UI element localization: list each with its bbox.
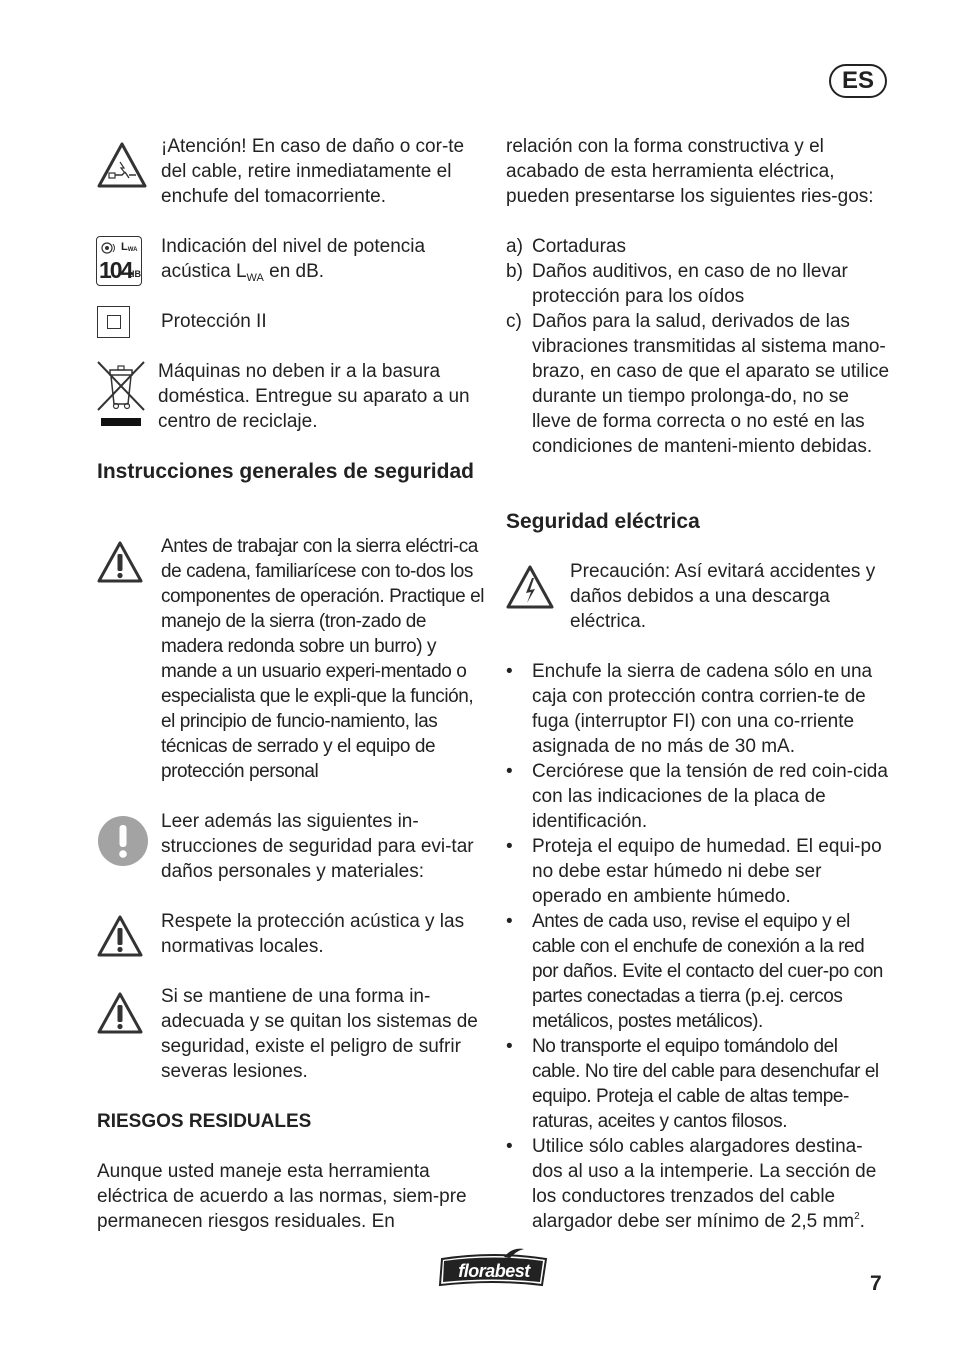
- electric-hazard-icon: [505, 564, 555, 610]
- crossed-bin-icon: [96, 360, 146, 428]
- logo-text: florabest: [458, 1261, 530, 1281]
- warning-triangle-icon: [96, 540, 144, 584]
- list-item: b) Daños auditivos, en caso de no llevar protección para los oídos: [506, 261, 848, 307]
- list-item: • Enchufe la sierra de cadena sólo en una caja con protección contra corrien-te de fuga (interruptor FI) con una co-rriente asignada de no más de 30 mA.: [506, 661, 873, 757]
- speaker-icon: [101, 241, 117, 255]
- page-number: 7: [870, 1272, 882, 1295]
- warning-triangle-icon: [96, 914, 144, 958]
- noise-warning-text: Respete la protección acústica y las normativas locales.: [161, 911, 465, 957]
- protection-text: Protección II: [161, 311, 267, 332]
- note-exclamation-icon: [98, 816, 148, 866]
- language-badge: ES: [829, 64, 887, 98]
- sound-power-level-icon: [96, 236, 142, 286]
- warning-triangle-icon: [96, 991, 144, 1035]
- list-item: a) Cortaduras: [506, 236, 626, 257]
- electrical-safety-heading: Seguridad eléctrica: [506, 510, 700, 533]
- list-item: • Utilice sólo cables alargadores destina-dos al uso a la intemperie. La sección de los conductores trenzados del cable alargador debe ser mínimo de 2,5 $mm^2$.: [506, 1136, 877, 1232]
- cable-damage-warning-icon: [96, 140, 148, 190]
- list-item: c) Daños para la salud, derivados de las vibraciones transmitidas al sistema mano-brazo, en caso de que el aparato se utilice durante un tiempo prolonga-do, no se lleve de forma correcta o no esté en las condiciones de manteni-miento debidas.: [506, 311, 890, 457]
- electrical-caution-text: Precaución: Así evitará accidentes y daños debidos a una descarga eléctrica.: [570, 561, 876, 632]
- residual-risks-text: Aunque usted maneje esta herramienta eléctrica de acuerdo a las normas, siem-pre permanecen riesgos residuales. En: [97, 1161, 467, 1232]
- sound-power-text: Indicación del nivel de potencia acústica $L_{WA}$ en dB.: [161, 236, 426, 284]
- risk-list: [506, 234, 890, 459]
- list-item: • Proteja el equipo de humedad. El equi-po no debe estar húmedo ni debe ser operado en ambiente húmedo.: [506, 836, 882, 907]
- residual-risks-continued: relación con la forma constructiva y el acabado de esta herramienta eléctrica, pueden presentarse los siguientes ries-gos:: [506, 136, 874, 207]
- list-item: • Antes de cada uso, revise el equipo y el cable con el enchufe de conexión a la red por daños. Evite el contacto del cuer-po con partes conectadas a tierra (p.ej. cercos metálicos, postes metálicos).: [506, 911, 883, 1032]
- sound-icon-value: 104: [99, 257, 132, 283]
- list-item: • No transporte el equipo tomándolo del cable. No tire del cable para desenchufar el equipo. Proteja el cable de altas tempe-raturas, aceites y cantos filosos.: [506, 1036, 879, 1132]
- list-item: • Cerciórese que la tensión de red coin-cida con las indicaciones de la placa de identificación.: [506, 761, 888, 832]
- disposal-text: Máquinas no deben ir a la basura doméstica. Entregue su aparato a un centro de reciclaje.: [158, 361, 470, 432]
- sound-icon-label: $L_{WA}$: [121, 241, 138, 253]
- electrical-safety-list: [506, 659, 890, 1234]
- general-safety-heading: Instrucciones generales de seguridad: [97, 460, 474, 483]
- maintenance-warning-text: Si se mantiene de una forma in-adecuada y se quitan los sistemas de seguridad, existe el peligro de sufrir severas lesiones.: [161, 986, 478, 1082]
- residual-risks-heading: RIESGOS RESIDUALES: [97, 1111, 312, 1132]
- florabest-logo: [438, 1247, 550, 1289]
- familiarize-warning-text: Antes de trabajar con la sierra eléctri-ca de cadena, familiarícese con to-dos los componentes de operación. Practique el manejo de la sierra (tron-zado de madera redonda sobre un burro) y mande a un usuario experi-mentado o especialista que le expli-que la función, el principio de funcio-namiento, las técnicas de serrado y el equipo de protección personal: [161, 536, 485, 782]
- cable-warning-text: ¡Atención! En caso de daño o cor-te del cable, retire inmediatamente el enchufe del tomacorriente.: [161, 136, 465, 207]
- protection-class-ii-icon: [97, 306, 130, 338]
- sound-icon-unit: dB: [129, 269, 141, 279]
- read-instructions-note: Leer además las siguientes in-strucciones de seguridad para evi-tar daños personales y materiales:: [161, 811, 474, 882]
